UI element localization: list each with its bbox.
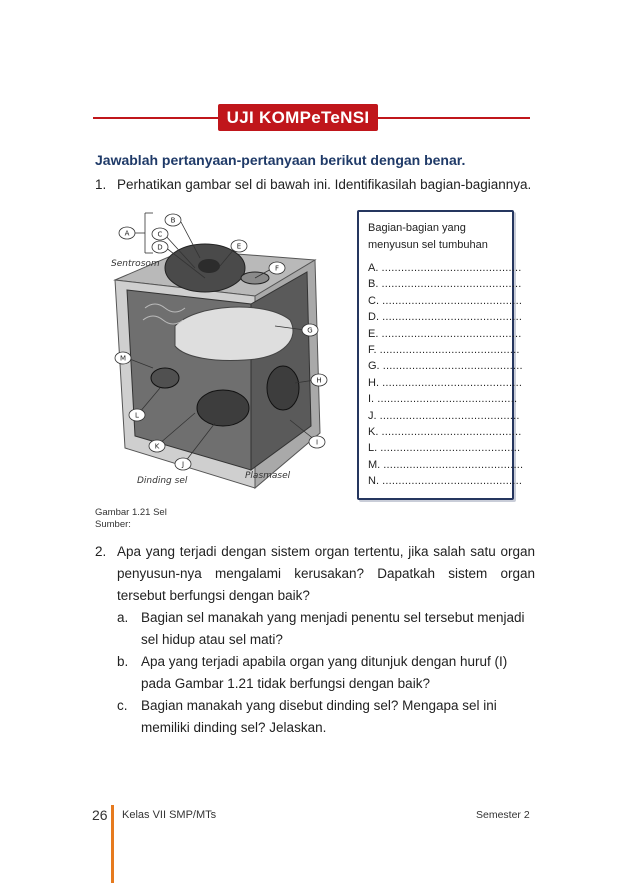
footer-accent-bar (111, 805, 114, 883)
svg-text:I: I (315, 438, 319, 447)
answer-box-title-line1: Bagian-bagian yang (368, 222, 466, 234)
answer-item-letter: E. (368, 327, 379, 340)
svg-text:F: F (274, 264, 280, 273)
chloroplast-1 (197, 390, 249, 426)
answer-item-blank: ........................................... (381, 278, 522, 291)
label-dinding-sel: Dinding sel (137, 476, 188, 486)
answer-item-d (368, 309, 523, 325)
banner-line-right (374, 117, 530, 119)
svg-text:M: M (119, 354, 127, 363)
figure-caption-source: Sumber: (95, 519, 131, 530)
question-2-sub-b (117, 651, 535, 695)
figure-caption (95, 507, 167, 531)
plant-cell-illustration (105, 208, 345, 498)
answer-item-letter: B. (368, 278, 379, 291)
label-letter-j (175, 458, 191, 470)
answer-item-letter: L. (368, 442, 378, 455)
svg-text:D: D (157, 243, 163, 252)
answer-item-letter: H. (368, 376, 379, 389)
question-1-number: 1. (95, 177, 107, 192)
answer-box-title-line2: menyusun sel tumbuhan (368, 239, 488, 251)
svg-text:K: K (154, 442, 160, 451)
answer-item-blank: ........................................... (382, 376, 523, 389)
svg-text:G: G (307, 326, 313, 335)
answer-item-a (368, 260, 522, 276)
label-letter-h (311, 374, 327, 386)
question-2-text: Apa yang terjadi dengan sistem organ tertentu, jika salah satu organ penyusun-nya mengalami kerusakan? Dapatkah sistem organ tersebut berfungsi dengan baik? (117, 544, 535, 603)
answer-item-blank: ........................................... (379, 409, 520, 422)
answer-item-g (368, 358, 523, 374)
answer-item-c (368, 293, 523, 309)
figure-caption-title: Gambar 1.21 Sel (95, 507, 167, 518)
sub-label: c. (117, 698, 128, 713)
sub-text: Bagian sel manakah yang menjadi penentu sel tersebut menjadi sel hidup atau sel mati? (141, 610, 525, 647)
label-letter-k (149, 440, 165, 452)
banner-line-left (93, 117, 223, 119)
page-number: 26 (92, 807, 108, 823)
sub-label: a. (117, 610, 129, 625)
question-1 (95, 174, 535, 196)
label-letter-f (269, 262, 285, 274)
svg-text:A: A (124, 229, 130, 238)
sub-label: b. (117, 654, 129, 669)
label-letter-e (231, 240, 247, 252)
answer-item-letter: A. (368, 262, 379, 274)
answer-item-blank: ........................................... (380, 442, 521, 455)
question-2-sub-c (117, 695, 535, 739)
nucleolus (198, 259, 220, 273)
answer-item-letter: G. (368, 360, 380, 373)
svg-text:H: H (316, 376, 322, 385)
answer-item-b (368, 276, 522, 292)
answer-item-blank: ........................................... (382, 475, 523, 488)
banner-title: UJI KOMPeTeNSI (226, 107, 370, 127)
answer-item-letter: J. (368, 409, 377, 422)
answer-item-n (368, 473, 523, 489)
answer-box (357, 210, 524, 500)
svg-text:L: L (135, 411, 139, 420)
answer-item-blank: ........................................... (381, 327, 522, 340)
svg-text:E: E (236, 242, 242, 251)
answer-item-letter: D. (368, 311, 379, 324)
label-sentrosom: Sentrosom (111, 259, 160, 269)
answer-item-j (368, 408, 520, 424)
answer-item-blank: ........................................... (383, 458, 524, 471)
chloroplast-2 (267, 366, 299, 410)
answer-item-h (368, 375, 523, 391)
answer-item-letter: C. (368, 294, 379, 307)
label-letter-i (309, 436, 325, 448)
sub-text: Bagian manakah yang disebut dinding sel? Mengapa sel ini memiliki dinding sel? Jelaskan. (141, 698, 497, 735)
answer-item-blank: ........................................... (382, 294, 523, 307)
label-letter-b (165, 214, 181, 226)
svg-text:B: B (170, 216, 176, 225)
question-2-sub-a (117, 607, 535, 651)
chloroplast-3 (151, 368, 179, 388)
label-letter-m (115, 352, 131, 364)
section-banner (218, 104, 378, 131)
footer-semester-label: Semester 2 (476, 809, 530, 821)
answer-item-blank: ........................................... (381, 262, 522, 274)
answer-item-blank: ........................................... (377, 393, 518, 406)
answer-item-blank: ........................................... (379, 343, 520, 356)
answer-item-letter: I. (368, 393, 375, 406)
answer-item-i (368, 391, 518, 407)
question-2 (95, 541, 535, 739)
answer-item-blank: ........................................... (382, 311, 523, 324)
answer-item-e (368, 326, 522, 342)
answer-item-l (368, 440, 521, 456)
label-letter-g (302, 324, 318, 336)
answer-item-blank: ........................................... (382, 360, 523, 373)
question-1-text: Perhatikan gambar sel di bawah ini. Identifikasilah bagian-bagiannya. (117, 177, 532, 192)
answer-box-title (368, 220, 504, 254)
label-letter-a (119, 227, 135, 239)
instruction-heading: Jawablah pertanyaan-pertanyaan berikut dengan benar. (95, 152, 466, 168)
answer-item-blank: ........................................... (381, 425, 522, 438)
plant-cell-figure (105, 208, 345, 498)
svg-text:J: J (181, 460, 185, 469)
answer-item-letter: N. (368, 475, 379, 488)
answer-item-m (368, 457, 524, 473)
label-plasmasel: Plasmasel (245, 471, 291, 481)
footer-class-label: Kelas VII SMP/MTs (122, 809, 217, 821)
label-letter-c (152, 228, 168, 240)
question-2-number: 2. (95, 544, 107, 559)
answer-item-letter: K. (368, 425, 379, 438)
label-letter-l (129, 409, 145, 421)
answer-item-letter: M. (368, 458, 381, 471)
answer-item-letter: F. (368, 343, 377, 356)
label-letter-d (152, 241, 168, 253)
vacuole (175, 307, 293, 360)
svg-text:C: C (157, 230, 163, 239)
sub-text: Apa yang terjadi apabila organ yang ditunjuk dengan huruf (I) pada Gambar 1.21 tidak berfungsi dengan baik? (141, 654, 508, 691)
answer-item-f (368, 342, 520, 358)
answer-item-k (368, 424, 522, 440)
